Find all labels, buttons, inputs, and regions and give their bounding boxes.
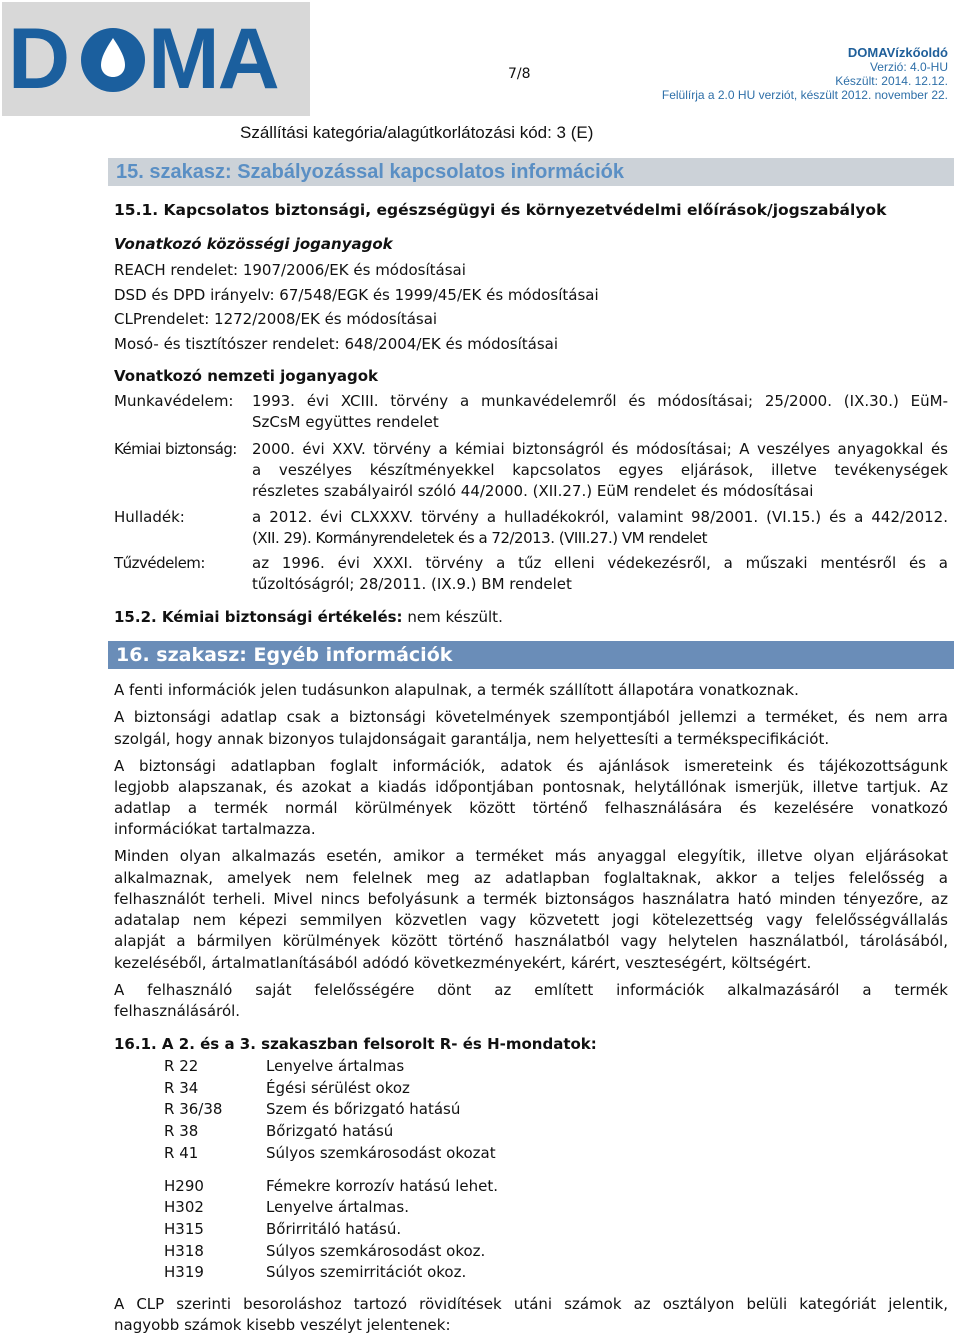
h-phrase-code: H315 <box>164 1220 204 1238</box>
water-drop-icon <box>81 28 145 92</box>
paragraph-line: Minden olyan alkalmazás esetén, amikor a terméket más anyaggal elegyítik, illetve olyan eljárásokat <box>114 847 948 865</box>
r-phrase-code: R 41 <box>164 1144 199 1162</box>
community-law-heading: Vonatkozó közösségi joganyagok <box>114 235 393 253</box>
paragraph-line: kezeléséből, ártalmatlanításából adódó következményekért, kárért, veszteségért, költségért. <box>114 954 812 972</box>
paragraph-line: A felhasználó saját felelősségére dönt az említett információk alkalmazásáról a termék <box>114 981 948 999</box>
paragraph-line: információkat tartalmazza. <box>114 820 316 838</box>
section-15-title: 15. szakasz: Szabályozással kapcsolatos információk <box>116 161 625 183</box>
clp-note-line: nagyobb számok kisebb veszélyt jelentenek: <box>114 1316 451 1334</box>
national-law-label: Hulladék: <box>114 508 185 526</box>
h-phrase-code: H318 <box>164 1242 204 1260</box>
created-date: Készült: 2014. 12.12. <box>835 74 948 88</box>
company-logo <box>2 2 310 116</box>
svg-text:MA: MA <box>148 11 278 107</box>
paragraph-line: A biztonsági adatlap csak a biztonsági követelmények szempontjából jellemzi a terméket, és nem arra <box>114 708 948 726</box>
r-phrase-text: Súlyos szemkárosodást okozat <box>266 1144 496 1162</box>
paragraph-line: adatlap a termék normál körülmények között történő felhasználására és kezelésére vonatkozó <box>114 799 948 817</box>
r-phrase-code: R 34 <box>164 1079 199 1097</box>
national-law-text: az 1996. évi XXXI. törvény a tűz elleni védekezésről, a műszaki mentésről és a <box>252 554 948 572</box>
h-phrase-code: H290 <box>164 1177 204 1195</box>
national-law-text: a 2012. évi CLXXXV. törvény a hulladékokról, valamint 98/2001. (VI.15.) és a 442/2012. <box>252 508 948 526</box>
subsection-16-1-title: 16.1. A 2. és a 3. szakaszban felsorolt R- és H-mondatok: <box>114 1035 597 1053</box>
national-law-text: részletes szabályairól szóló 44/2000. (XII.27.) EüM rendelet és módosításai <box>252 482 814 500</box>
paragraph-line: alkalmaznak, amelyek nem felelnek meg az adatlapban foglaltaknak, akkor a teljes felelősség a <box>114 869 948 887</box>
r-phrase-code: R 36/38 <box>164 1100 223 1118</box>
paragraph-line: adatalap nem képezi semmilyen közvetlen vagy közvetett jogi kötelezettség vagy felelősségvállalás <box>114 911 948 929</box>
subsection-15-2-value: nem készült. <box>407 608 503 626</box>
community-law-item: Mosó- és tisztítószer rendelet: 648/2004/EK és módosításai <box>114 335 559 353</box>
h-phrase-text: Fémekre korrozív hatású lehet. <box>266 1177 498 1195</box>
paragraph-line: felhasználásáról. <box>114 1002 241 1020</box>
subsection-15-2 <box>114 607 503 628</box>
national-law-label: Tűzvédelem: <box>114 554 205 572</box>
subsection-15-1-title: 15.1. Kapcsolatos biztonsági, egészségügyi és környezetvédelmi előírások/jogszabályok <box>114 201 887 219</box>
r-phrase-text: Szem és bőrizgató hatású <box>266 1100 461 1118</box>
version-label: Verzió: 4.0-HU <box>869 60 948 74</box>
national-law-text: 2000. évi XXV. törvény a kémiai biztonságról és módosításai; A veszélyes anyagokkal és <box>252 440 948 458</box>
r-phrase-text: Égési sérülést okoz <box>266 1079 410 1097</box>
h-phrase-code: H319 <box>164 1263 204 1281</box>
national-law-text: tűzoltóságról; 28/2011. (IX.9.) BM rendelet <box>252 575 572 593</box>
r-phrase-code: R 22 <box>164 1057 199 1075</box>
supersedes-note: Felülírja a 2.0 HU verziót, készült 2012. november 22. <box>661 88 948 102</box>
community-law-item: DSD és DPD irányelv: 67/548/EGK és 1999/45/EK és módosításai <box>114 286 599 304</box>
national-law-label: Munkavédelem: <box>114 392 234 410</box>
national-law-heading: Vonatkozó nemzeti joganyagok <box>114 367 379 385</box>
h-phrase-code: H302 <box>164 1198 204 1216</box>
subsection-15-2-title: 15.2. Kémiai biztonsági értékelés: <box>114 608 403 626</box>
section-15-heading <box>108 158 954 186</box>
paragraph-line: felhasználót terheli. Mivel nincs befolyásunk a termék biztonságos használatra ható minden tényezőre, az <box>114 890 948 908</box>
national-law-text: (XII. 29). Kormányrendeletek és a 72/2013. (VIII.27.) VM rendelet <box>252 529 707 547</box>
h-phrase-text: Súlyos szemkárosodást okoz. <box>266 1242 486 1260</box>
paragraph-line: A fenti információk jelen tudásunkon alapulnak, a termék szállított állapotára vonatkoznak. <box>114 681 799 699</box>
r-phrase-code: R 38 <box>164 1122 199 1140</box>
community-law-item: CLPrendelet: 1272/2008/EK és módosításai <box>114 310 438 328</box>
transport-category: Szállítási kategória/alagútkorlátozási kód: 3 (E) <box>240 123 594 142</box>
h-phrase-text: Bőrirritáló hatású. <box>266 1220 402 1238</box>
paragraph-line: A biztonsági adatlapban foglalt információk, adatok és ajánlások ismereteink és tájékozottságunk <box>114 757 948 775</box>
national-law-label: Kémiai biztonság: <box>114 440 237 458</box>
h-phrase-text: Súlyos szemirritációt okoz. <box>266 1263 467 1281</box>
product-name: DOMAVízkőoldó <box>847 45 948 60</box>
paragraph-line: szolgál, hogy annak bizonyos tulajdonságait garantálja, nem helyettesíti a termékspecifikációt. <box>114 730 830 748</box>
clp-note-line: A CLP szerinti besoroláshoz tartozó rövidítések utáni számok az osztályon belüli kategóriát jelentik, <box>114 1295 948 1313</box>
national-law-text: 1993. évi XCIII. törvény a munkavédelemről és módosításai; 25/2000. (IX.30.) EüM- <box>252 392 948 410</box>
h-phrase-text: Lenyelve ártalmas. <box>266 1198 409 1216</box>
page-number: 7/8 <box>508 66 531 82</box>
section-16-heading <box>108 641 954 669</box>
r-phrase-text: Bőrizgató hatású <box>266 1122 394 1140</box>
section-16-title: 16. szakasz: Egyéb információk <box>116 644 453 666</box>
paragraph-line: legjobb alapszanak, és azokat a kiadás időpontjában pontosnak, helytállónak ismerjük, illetve tartjuk. Az <box>114 778 948 796</box>
paragraph-line: alapját a bármilyen körülmények között történő használatból vagy helytelen használatból, tárolásából, <box>114 932 948 950</box>
national-law-text: a veszélyes készítményekkel kapcsolatos egyes eljárások, illetve tevékenységek <box>252 461 948 479</box>
svg-text:D: D <box>8 11 69 107</box>
r-phrase-text: Lenyelve ártalmas <box>266 1057 405 1075</box>
document-header-info <box>662 46 948 102</box>
community-law-item: REACH rendelet: 1907/2006/EK és módosításai <box>114 261 466 279</box>
national-law-text: SzCsM együttes rendelet <box>252 413 439 431</box>
